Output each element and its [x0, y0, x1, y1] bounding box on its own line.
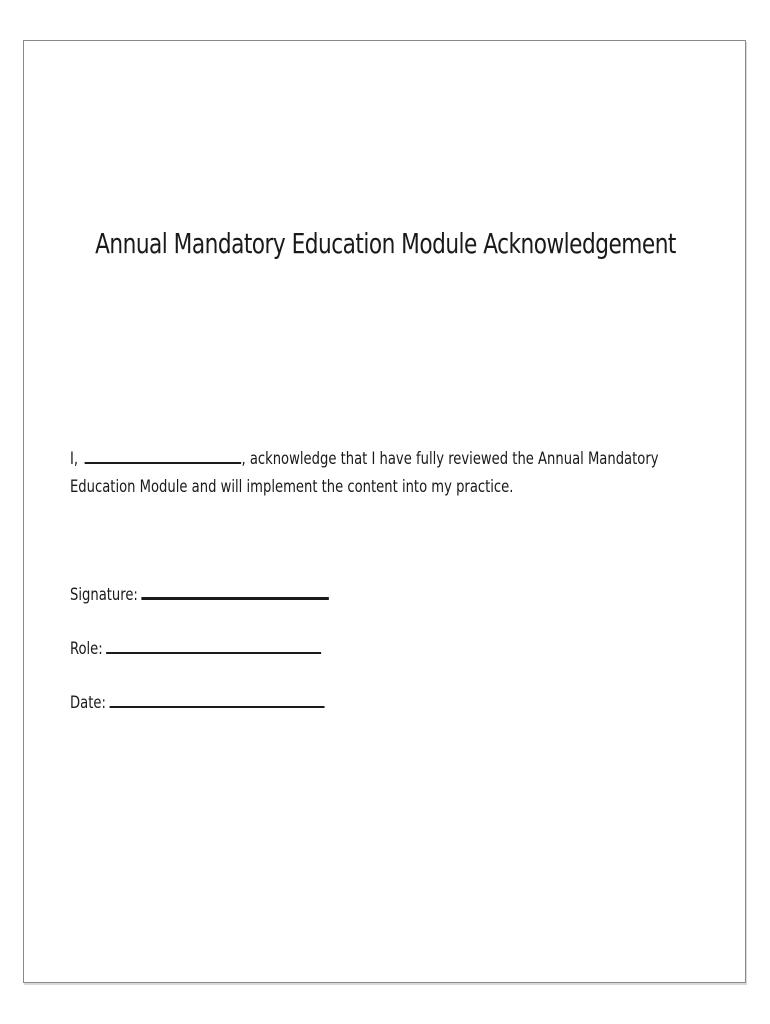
date-row [70, 693, 324, 713]
statement-line-2: Education Module and will implement the content into my practice. [70, 477, 514, 497]
signature-blank-field[interactable] [141, 596, 328, 600]
document-page [23, 40, 746, 983]
signature-row [70, 585, 329, 605]
acknowledgement-statement [70, 445, 659, 501]
role-blank-field[interactable] [106, 651, 321, 654]
statement-prefix: I, [70, 449, 79, 469]
statement-line-1 [70, 445, 659, 473]
role-label: Role: [70, 639, 103, 659]
date-blank-field[interactable] [109, 705, 324, 708]
role-row [70, 639, 321, 659]
statement-line-1-text: , acknowledge that I have fully reviewed the Annual Mandatory [241, 449, 659, 469]
signature-label: Signature: [70, 585, 138, 605]
date-label: Date: [70, 693, 106, 713]
document-title: Annual Mandatory Education Module Acknowledgement [95, 227, 676, 260]
name-blank-field[interactable] [85, 461, 242, 464]
